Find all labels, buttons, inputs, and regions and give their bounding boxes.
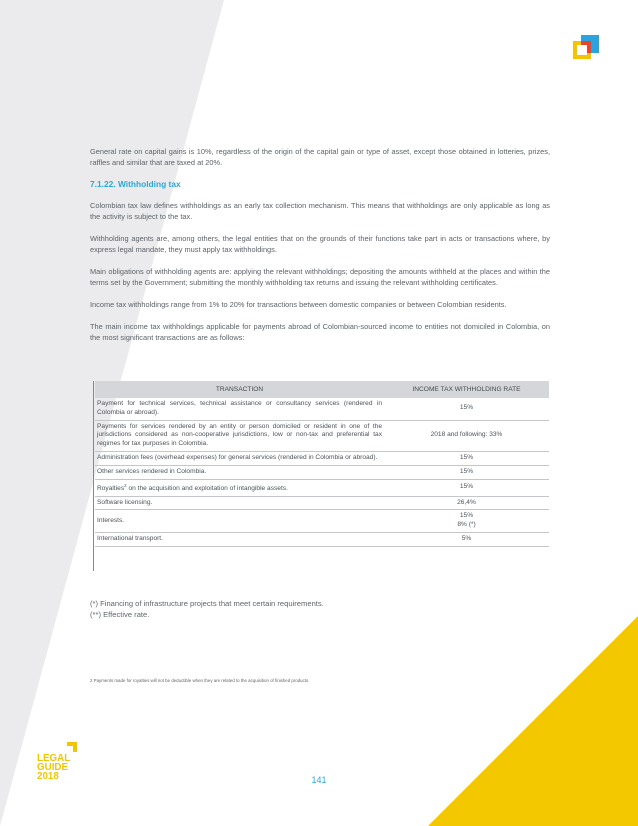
- paragraph-2: Withholding agents are, among others, the legal entities that on the grounds of their functions take part in acts or transactions where, by express legal mandate, they must apply tax withholdings.: [90, 234, 550, 254]
- note-1: (*) Financing of infrastructure projects that meet certain requirements.: [90, 599, 324, 608]
- row-desc: [95, 479, 384, 496]
- row-rate: 2018 and following: 33%: [384, 420, 549, 451]
- table-row: [95, 451, 549, 465]
- table-row: [95, 532, 549, 546]
- row-desc: Payments for services rendered by an entity or person domiciled or resident in one of the jurisdictions considered as non-cooperative jurisdictions, low or non-tax and preferential tax regimes for tax purposes in Colombia.: [95, 420, 384, 451]
- page-number: 141: [311, 775, 327, 785]
- row-rate: 15%: [384, 479, 549, 496]
- corner-mark-icon: [67, 742, 77, 752]
- header-transaction: TRANSACTION: [95, 381, 384, 398]
- row-rate: 5%: [384, 532, 549, 546]
- table-row: [95, 398, 549, 420]
- row-desc: Administration fees (overhead expenses) for general services (rendered in Colombia or abroad).: [95, 451, 384, 465]
- yellow-corner-triangle: [378, 616, 638, 826]
- brand-text: [37, 754, 70, 781]
- brand-line-2: GUIDE: [37, 762, 69, 773]
- body-text: [90, 146, 550, 354]
- table-row: [95, 510, 549, 533]
- footnote: 2 Payments made for royalties will not be deductible when they are related to the acquisition of finished products.: [90, 678, 310, 683]
- paragraph-4: Income tax withholdings range from 1% to 20% for transactions between domestic companies or between Colombian residents.: [90, 300, 507, 309]
- note-2: (**) Effective rate.: [90, 610, 150, 619]
- row-rate: 15%: [384, 451, 549, 465]
- row-desc: Payment for technical services, technical assistance or consultancy services (rendered in Colombia or abroad).: [95, 398, 384, 420]
- withholding-table: [95, 381, 549, 547]
- brand-line-3: 2018: [37, 771, 59, 782]
- logo-cube-icon: [573, 35, 603, 61]
- rate-line-2: 8% (*): [457, 521, 476, 529]
- paragraph-5: The main income tax withholdings applicable for payments abroad of Colombian-sourced income to entities not domiciled in Colombia, on the most significant transactions are as follows:: [90, 322, 550, 342]
- row-desc: Interests.: [95, 510, 384, 533]
- brand-line-1: LEGAL: [37, 753, 71, 764]
- royalties-label: Royalties: [97, 484, 125, 492]
- table-notes: [90, 598, 324, 620]
- header-rate: INCOME TAX WITHHOLDING RATE: [384, 381, 549, 398]
- paragraph-3: Main obligations of withholding agents are: applying the relevant withholdings; depositing the amounts withheld at the places and within the terms set by the Government; submitting the monthly withholding tax returns and issuing the relevant withholding certificates.: [90, 267, 550, 287]
- row-rate: 26,4%: [384, 496, 549, 510]
- rate-line-1: 15%: [459, 512, 474, 520]
- royalties-rest: on the acquisition and exploitation of intangible assets.: [126, 484, 288, 492]
- table-row: [95, 465, 549, 479]
- table-row: [95, 479, 549, 496]
- footnote-ref: 2: [124, 482, 127, 488]
- table-accent-line: [93, 381, 94, 571]
- capital-gains-paragraph: General rate on capital gains is 10%, regardless of the origin of the capital gain or type of asset, except those obtained in lotteries, prizes, raffles and similar that are taxed at 20%.: [90, 147, 550, 167]
- table-row: [95, 420, 549, 451]
- paragraph-1: Colombian tax law defines withholdings as an early tax collection mechanism. This means that withholdings are only applicable as long as the activity is subject to the tax.: [90, 201, 550, 221]
- section-heading: 7.1.22. Withholding tax: [90, 179, 181, 189]
- row-desc: International transport.: [95, 532, 384, 546]
- row-desc: Software licensing.: [95, 496, 384, 510]
- row-rate: 15%: [384, 465, 549, 479]
- row-desc: Other services rendered in Colombia.: [95, 465, 384, 479]
- row-rate: 15%: [384, 398, 549, 420]
- table-row: [95, 496, 549, 510]
- row-rate: [384, 510, 549, 533]
